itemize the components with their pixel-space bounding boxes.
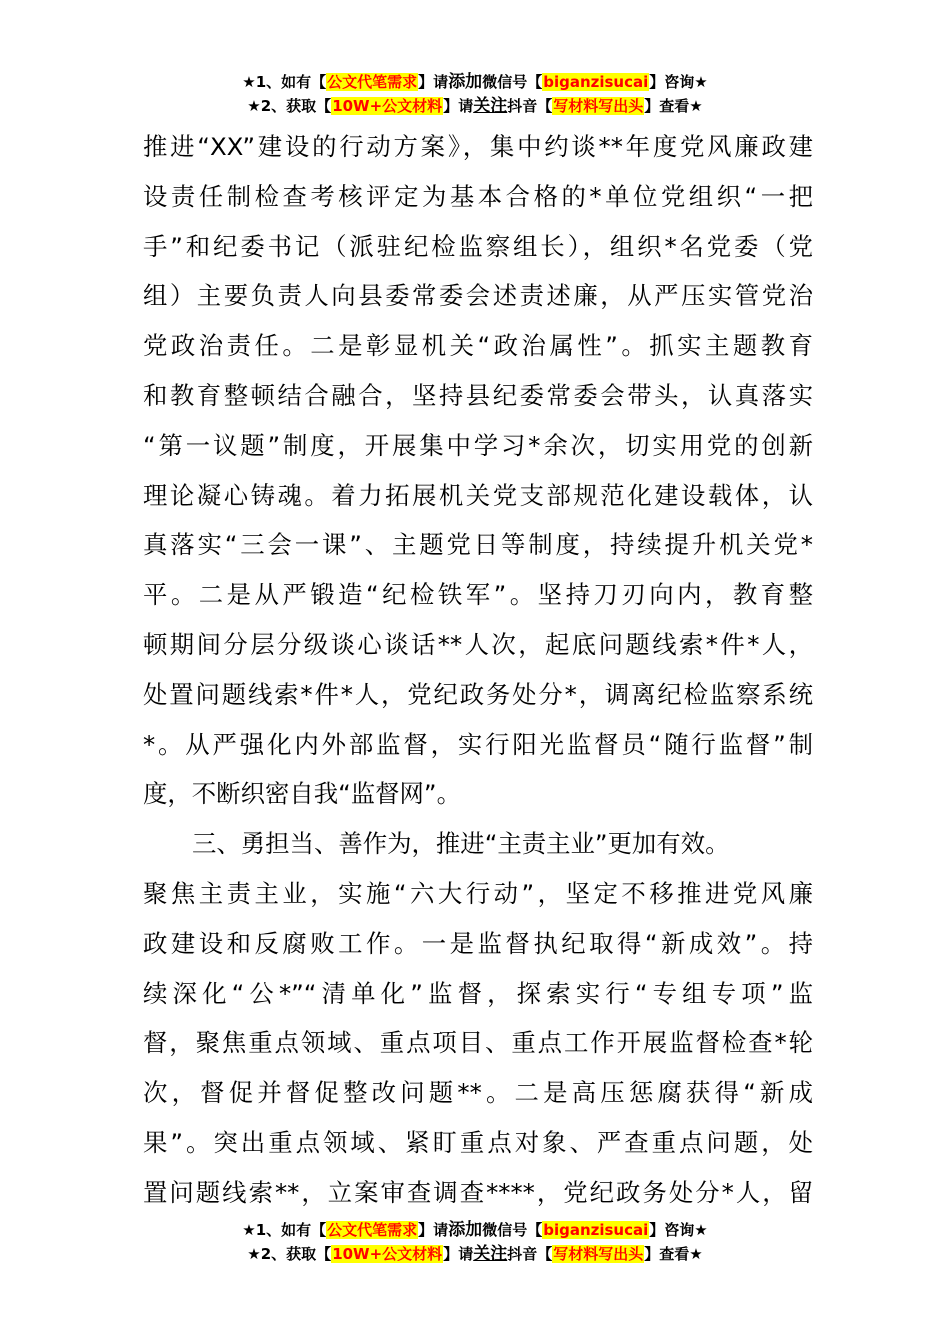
body-line: 设责任制检查考核评定为基本合格的*单位党组织“一把 <box>143 181 813 211</box>
body-line: 次，督促并督促整改问题**。二是高压惩腐获得“新成 <box>143 1078 813 1108</box>
banner-text: ★1、如有【 <box>242 1221 327 1239</box>
banner-douyin-id: 写材料写出头 <box>553 97 644 115</box>
banner-text: ★1、如有【 <box>242 73 327 91</box>
banner-text: ★2、获取【 <box>247 97 332 115</box>
body-line: 真落实“三会一课”、主题党日等制度，持续提升机关党* <box>143 530 813 560</box>
bottom-banner <box>0 1218 950 1266</box>
banner-text: 】请 <box>443 1245 474 1263</box>
banner-emphasis: 关注 <box>473 1244 508 1264</box>
banner-line-1 <box>0 70 950 94</box>
banner-text: 】咨询★ <box>649 73 708 91</box>
banner-highlight: 10W+公文材料 <box>332 1245 443 1263</box>
body-line: 推进“XX”建设的行动方案》，集中约谈**年度党风廉政建 <box>143 132 813 161</box>
banner-highlight: 公文代笔需求 <box>327 1221 418 1239</box>
body-line: 组）主要负责人向县委常委会述责述廉，从严压实管党治 <box>143 281 813 311</box>
body-line: 党政治责任。二是彰显机关“政治属性”。抓实主题教育 <box>143 331 813 361</box>
body-line: 聚焦主责主业，实施“六大行动”，坚定不移推进党风廉 <box>143 878 813 908</box>
body-line: 理论凝心铸魂。着力拓展机关党支部规范化建设载体，认 <box>143 480 813 510</box>
banner-text: 微信号【 <box>482 73 543 91</box>
body-line: 政建设和反腐败工作。一是监督执纪取得“新成效”。持 <box>143 928 813 958</box>
body-line: 置问题线索**，立案审查调查****，党纪政务处分*人，留 <box>143 1177 813 1207</box>
body-line: 督，聚焦重点领域、重点项目、重点工作开展监督检查*轮 <box>143 1028 813 1058</box>
banner-text: 】请 <box>443 97 474 115</box>
section-heading: 三、勇担当、善作为，推进“主责主业”更加有效。 <box>192 829 730 859</box>
banner-text: 抖音【 <box>507 97 553 115</box>
body-line: “第一议题”制度，开展集中学习*余次，切实用党的创新 <box>143 430 813 460</box>
banner-wechat-id: biganzisucai <box>543 73 649 91</box>
body-line: 顿期间分层分级谈心谈话**人次，起底问题线索*件*人， <box>143 629 813 659</box>
body-line: 处置问题线索*件*人，党纪政务处分*，调离纪检监察系统 <box>143 679 813 709</box>
banner-wechat-id: biganzisucai <box>543 1221 649 1239</box>
banner-text: 】查看★ <box>644 97 703 115</box>
banner-douyin-id: 写材料写出头 <box>553 1245 644 1263</box>
banner-highlight: 公文代笔需求 <box>327 73 418 91</box>
banner-line-2 <box>0 1242 950 1266</box>
body-line: 度，不断织密自我“监督网”。 <box>143 779 461 809</box>
body-line: 手”和纪委书记（派驻纪检监察组长），组织*名党委（党 <box>143 231 813 261</box>
banner-text: 抖音【 <box>507 1245 553 1263</box>
banner-emphasis: 关注 <box>473 96 508 116</box>
body-line: 和教育整顿结合融合，坚持县纪委常委会带头，认真落实 <box>143 380 813 410</box>
banner-highlight: 10W+公文材料 <box>332 97 443 115</box>
banner-text: 】查看★ <box>644 1245 703 1263</box>
body-line: 续深化“公*”“清单化”监督，探索实行“专组专项”监 <box>143 978 813 1008</box>
body-line: 平。二是从严锻造“纪检铁军”。坚持刀刃向内，教育整 <box>143 580 813 610</box>
banner-line-2 <box>0 94 950 118</box>
banner-line-1 <box>0 1218 950 1242</box>
body-line: *。从严强化内外部监督，实行阳光监督员“随行监督”制 <box>143 729 813 759</box>
banner-text: 】请 <box>418 1221 449 1239</box>
banner-emphasis: 添加 <box>448 72 483 92</box>
banner-emphasis: 添加 <box>448 1220 483 1240</box>
document-body <box>143 122 813 1218</box>
top-banner <box>0 70 950 118</box>
banner-text: 】请 <box>418 73 449 91</box>
banner-text: 】咨询★ <box>649 1221 708 1239</box>
banner-text: 微信号【 <box>482 1221 543 1239</box>
banner-text: ★2、获取【 <box>247 1245 332 1263</box>
body-line: 果”。突出重点领域、紧盯重点对象、严查重点问题，处 <box>143 1127 813 1157</box>
